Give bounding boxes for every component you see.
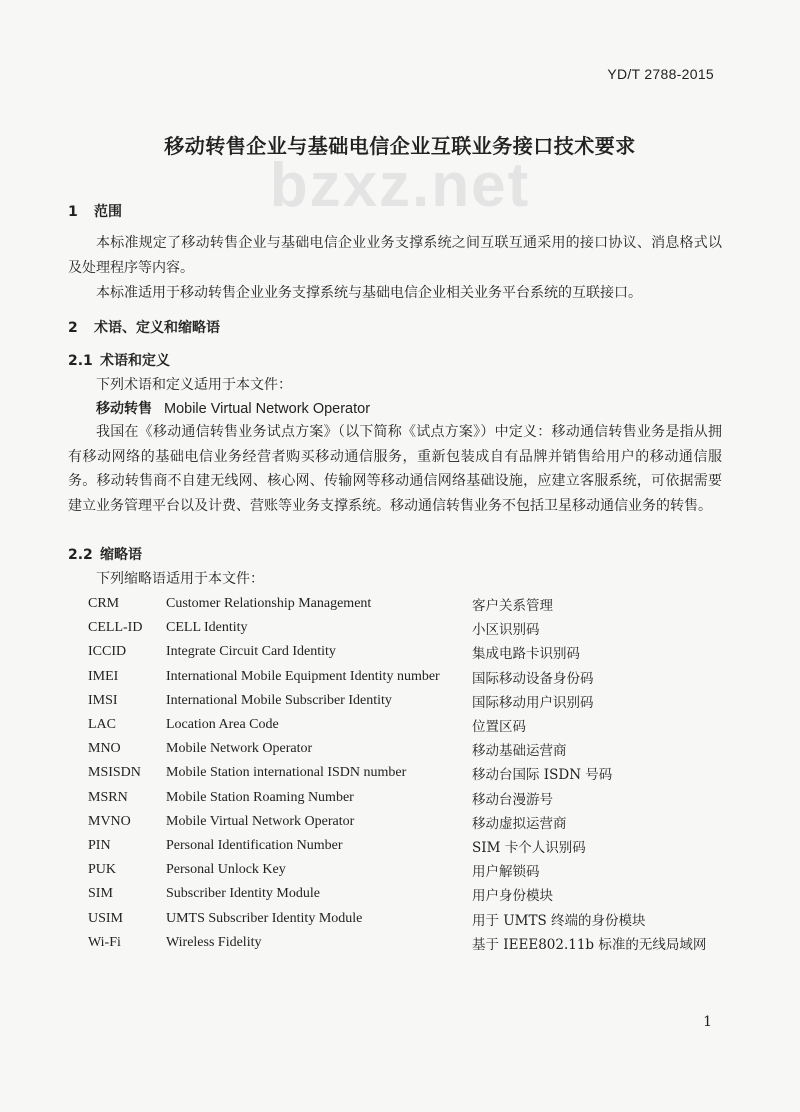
abbreviation-english: Location Area Code	[166, 717, 279, 733]
subsection-number: 2.2	[68, 547, 93, 563]
abbreviation-english: Integrate Circuit Card Identity	[166, 644, 336, 660]
abbreviation-chinese: 小区识别码	[472, 622, 540, 639]
abbreviation-row	[88, 713, 706, 737]
abbreviation-code: Wi-Fi	[88, 934, 121, 950]
abbreviation-chinese: 国际移动设备身份码	[472, 670, 594, 687]
abbreviation-chinese: SIM 卡个人识别码	[472, 839, 586, 856]
abbreviation-code: ICCID	[88, 644, 127, 660]
abbreviation-english: Mobile Virtual Network Operator	[166, 813, 355, 829]
abbreviation-row	[88, 906, 706, 930]
section-1-paragraph-1: 本标准规定了移动转售企业与基础电信企业业务支撑系统之间互联互通采用的接口协议、消息格式以及处理程序等内容。	[68, 235, 722, 276]
term-entry	[96, 398, 370, 418]
abbreviation-english: Personal Identification Number	[166, 837, 343, 853]
abbreviation-row	[88, 882, 706, 906]
abbreviation-chinese: 用户身份模块	[472, 888, 553, 905]
abbreviation-row	[88, 786, 706, 810]
abbreviation-chinese: 移动基础运营商	[472, 743, 567, 760]
abbreviation-row	[88, 931, 706, 955]
abbreviation-code: LAC	[88, 717, 116, 733]
abbreviation-english: Personal Unlock Key	[166, 862, 286, 878]
abbreviation-english: International Mobile Subscriber Identity	[166, 692, 392, 708]
subsection-title: 术语和定义	[100, 353, 170, 369]
abbreviation-row	[88, 616, 706, 640]
section-number: 1	[68, 204, 78, 220]
abbreviation-row	[88, 640, 706, 664]
section-1-paragraph-2: 本标准适用于移动转售企业业务支撑系统与基础电信企业相关业务平台系统的互联接口。	[96, 285, 642, 301]
abbreviation-chinese: 移动台漫游号	[472, 791, 553, 808]
subsection-title: 缩略语	[100, 547, 142, 563]
abbreviation-row	[88, 592, 706, 616]
abbreviation-code: SIM	[88, 886, 113, 902]
subsection-2-1-intro: 下列术语和定义适用于本文件：	[96, 377, 292, 393]
section-title: 范围	[94, 204, 122, 220]
abbreviation-table-body	[88, 592, 706, 955]
abbreviation-row	[88, 689, 706, 713]
watermark: bzxz.net	[269, 151, 531, 220]
abbreviation-code: IMSI	[88, 692, 118, 708]
abbreviation-english: Mobile Station Roaming Number	[166, 789, 354, 805]
abbreviation-english: CELL Identity	[166, 620, 248, 636]
term-english: Mobile Virtual Network Operator	[164, 401, 371, 417]
abbreviation-table	[88, 592, 706, 955]
abbreviation-row	[88, 858, 706, 882]
abbreviation-code: PIN	[88, 837, 111, 853]
standard-code: YD/T 2788-2015	[607, 66, 714, 82]
abbreviation-chinese: 用于 UMTS 终端的身份模块	[472, 912, 646, 929]
abbreviation-code: MSRN	[88, 789, 128, 805]
abbreviation-english: Mobile Network Operator	[166, 741, 313, 757]
abbreviation-english: International Mobile Equipment Identity number	[166, 668, 440, 684]
abbreviation-english: Subscriber Identity Module	[166, 886, 320, 902]
abbreviation-chinese: 移动虚拟运营商	[472, 815, 567, 832]
abbreviation-english: Mobile Station international ISDN number	[166, 765, 407, 781]
abbreviation-chinese: 移动台国际 ISDN 号码	[472, 767, 613, 784]
subsection-2-2-heading	[68, 544, 142, 564]
abbreviation-chinese: 国际移动用户识别码	[472, 694, 594, 711]
abbreviation-chinese: 基于 IEEE802.11b 标准的无线局域网	[472, 936, 707, 953]
abbreviation-row	[88, 834, 706, 858]
page-number: 1	[703, 1014, 712, 1030]
abbreviation-row	[88, 810, 706, 834]
abbreviation-code: MNO	[88, 741, 121, 757]
abbreviation-code: IMEI	[88, 668, 119, 684]
section-number: 2	[68, 320, 78, 336]
abbreviation-code: CELL-ID	[88, 620, 143, 636]
abbreviation-code: CRM	[88, 596, 120, 612]
abbreviation-chinese: 用户解锁码	[472, 864, 540, 881]
abbreviation-row	[88, 761, 706, 785]
subsection-2-1-heading	[68, 350, 170, 370]
abbreviation-chinese: 位置区码	[472, 719, 526, 736]
abbreviation-code: MSISDN	[88, 765, 141, 781]
abbreviation-english: UMTS Subscriber Identity Module	[166, 910, 363, 926]
abbreviation-english: Wireless Fidelity	[166, 934, 262, 950]
abbreviation-english: Customer Relationship Management	[166, 596, 372, 612]
abbreviation-chinese: 集成电路卡识别码	[472, 646, 580, 663]
subsection-number: 2.1	[68, 353, 93, 369]
abbreviation-code: MVNO	[88, 813, 131, 829]
term-definition: 我国在《移动通信转售业务试点方案》（以下简称《试点方案》）中定义：移动通信转售业务是指从拥有移动网络的基础电信业务经营者购买移动通信服务，重新包装成自有品牌并销售给用户的移动通信服务。移动转售商不自建无线网、核心网、传输网等移动通信网络基础设施，应建立客服系统，可依据需要建立业务管理平台以及计费、营账等业务支撑系统。移动通信转售业务不包括卫星移动通信业务的转售。	[68, 424, 722, 514]
abbreviation-row	[88, 737, 706, 761]
document-title: 移动转售企业与基础电信企业互联业务接口技术要求	[164, 134, 636, 158]
abbreviation-chinese: 客户关系管理	[472, 598, 553, 615]
term-chinese: 移动转售	[96, 401, 152, 417]
section-title: 术语、定义和缩略语	[94, 320, 220, 336]
abbreviation-code: PUK	[88, 862, 117, 878]
section-1-heading	[68, 201, 122, 221]
abbreviation-code: USIM	[88, 910, 124, 926]
subsection-2-2-intro: 下列缩略语适用于本文件：	[96, 571, 264, 587]
abbreviation-row	[88, 665, 706, 689]
section-2-heading	[68, 317, 220, 337]
